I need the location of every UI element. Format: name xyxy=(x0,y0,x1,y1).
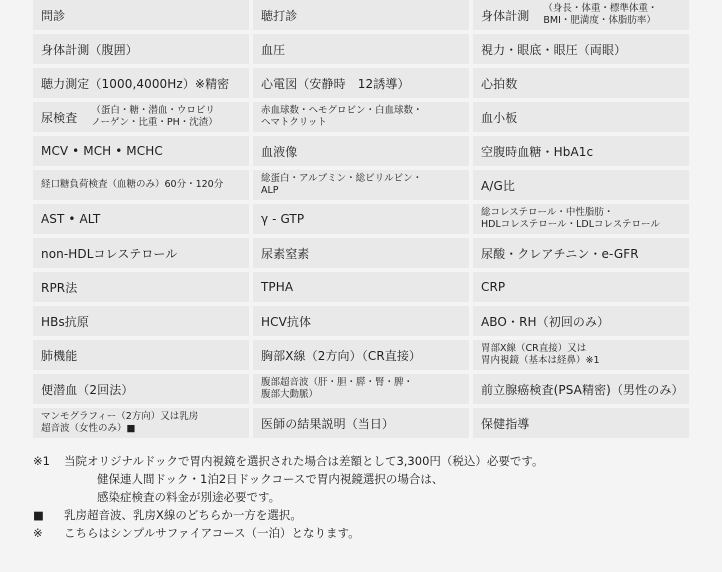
cell-label: マンモグラフィー（2方向）又は乳房 超音波（女性のみ）■ xyxy=(41,411,199,434)
table-cell xyxy=(473,238,689,268)
table-cell xyxy=(253,340,469,370)
cell-label: 尿検査 xyxy=(41,110,78,125)
cell-label: 胃部X線（CR直接）又は 胃内視鏡（基本は経鼻）※1 xyxy=(481,343,600,366)
table-cell xyxy=(473,306,689,336)
footnote-mark: ※ xyxy=(33,526,43,540)
cell-label: 聴力測定（1000,4000Hz）※精密 xyxy=(41,76,230,91)
table-cell xyxy=(473,0,689,30)
table-cell xyxy=(473,170,689,200)
cell-label: HCV抗体 xyxy=(261,314,312,329)
footnote-2 xyxy=(33,506,693,524)
table-cell xyxy=(253,170,469,200)
cell-label: 血液像 xyxy=(261,144,298,159)
cell-label: 聴打診 xyxy=(261,8,298,23)
table-cell xyxy=(253,34,469,64)
footnote-mark: ■ xyxy=(33,508,44,522)
table-cell xyxy=(33,374,249,404)
table-cell xyxy=(253,374,469,404)
table-cell xyxy=(253,306,469,336)
table-cell xyxy=(473,408,689,438)
footnote-1-continuation xyxy=(33,470,693,488)
table-cell xyxy=(253,408,469,438)
table-cell xyxy=(33,204,249,234)
cell-label: 尿酸・クレアチニン・e-GFR xyxy=(481,246,639,261)
cell-label: 前立腺癌検査(PSA精密)（男性のみ） xyxy=(481,382,684,397)
cell-label: 肺機能 xyxy=(41,348,78,363)
table-cell xyxy=(253,68,469,98)
table-cell xyxy=(253,238,469,268)
cell-label: AST • ALT xyxy=(41,212,101,226)
table-cell xyxy=(33,340,249,370)
footnote-text: 当院オリジナルドックで胃内視鏡を選択された場合は差額として3,300円（税込）必要です。 xyxy=(64,454,544,468)
table-cell xyxy=(253,136,469,166)
cell-label: γ - GTP xyxy=(261,212,305,226)
cell-label: 視力・眼底・眼圧（両眼） xyxy=(481,42,627,57)
table-cell xyxy=(473,272,689,302)
footnote-mark: ※1 xyxy=(33,454,50,468)
table-cell xyxy=(253,204,469,234)
cell-label: 身体計測 xyxy=(481,8,530,23)
cell-label: 空腹時血糖・HbA1c xyxy=(481,144,594,159)
cell-label: 胸部X線（2方向）（CR直接） xyxy=(261,348,422,363)
cell-label: 心拍数 xyxy=(481,76,518,91)
cell-label: 医師の結果説明（当日） xyxy=(261,416,395,431)
exam-items-table xyxy=(33,0,689,438)
table-cell xyxy=(473,34,689,64)
table-cell xyxy=(33,68,249,98)
table-cell xyxy=(473,102,689,132)
cell-label: TPHA xyxy=(261,280,294,294)
footnote-text: こちらはシンプルサファイアコース（一泊）となります。 xyxy=(64,526,360,540)
table-cell xyxy=(33,306,249,336)
footnote-text: 感染症検査の料金が別途必要です。 xyxy=(97,490,281,504)
cell-label: MCV • MCH • MCHC xyxy=(41,144,163,158)
table-cell xyxy=(33,34,249,64)
table-cell xyxy=(33,272,249,302)
cell-label: ABO・RH（初回のみ） xyxy=(481,314,610,329)
table-cell xyxy=(473,374,689,404)
table-cell xyxy=(253,0,469,30)
table-cell xyxy=(33,170,249,200)
footnote-text: 乳房超音波、乳房X線のどちらか一方を選択。 xyxy=(64,508,302,522)
cell-label: 腹部超音波（肝・胆・膵・腎・脾・ 腹部大動脈） xyxy=(261,377,414,400)
table-cell xyxy=(33,102,249,132)
footnote-text: 健保連人間ドック・1泊2日ドックコースで胃内視鏡選択の場合は、 xyxy=(97,472,444,486)
cell-label: A/G比 xyxy=(481,178,515,193)
table-cell xyxy=(473,68,689,98)
cell-sublabel: （蛋白・糖・潜血・ウロビリ ノーゲン・比重・PH・沈渣） xyxy=(91,105,218,128)
table-cell xyxy=(253,272,469,302)
footnotes xyxy=(33,452,693,542)
cell-label: 血小板 xyxy=(481,110,518,125)
cell-label: HBs抗原 xyxy=(41,314,90,329)
footnote-1 xyxy=(33,452,693,470)
table-cell xyxy=(33,408,249,438)
cell-label: 尿素窒素 xyxy=(261,246,310,261)
cell-label: 総蛋白・アルブミン・総ビリルビン・ ALP xyxy=(261,173,423,196)
table-cell xyxy=(33,136,249,166)
cell-label: 問診 xyxy=(41,8,66,23)
cell-label: 心電図（安静時 12誘導） xyxy=(261,76,410,91)
footnote-3 xyxy=(33,524,693,542)
table-cell xyxy=(253,102,469,132)
footnote-1-continuation xyxy=(33,488,693,506)
table-cell xyxy=(473,340,689,370)
cell-label: CRP xyxy=(481,280,506,294)
cell-label: 便潜血（2回法） xyxy=(41,382,134,397)
cell-sublabel: （身長・体重・標準体重・ BMI・肥満度・体脂肪率） xyxy=(543,3,658,26)
cell-label: 経口糖負荷検査（血糖のみ）60分・120分 xyxy=(41,179,224,190)
cell-label: 血圧 xyxy=(261,42,286,57)
cell-label: 保健指導 xyxy=(481,416,530,431)
cell-label: 赤血球数・ヘモグロビン・白血球数・ ヘマトクリット xyxy=(261,105,423,128)
cell-label: RPR法 xyxy=(41,280,78,295)
table-cell xyxy=(33,0,249,30)
table-cell xyxy=(33,238,249,268)
table-cell xyxy=(473,204,689,234)
cell-label: 身体計測（腹囲） xyxy=(41,42,138,57)
cell-label: 総コレステロール・中性脂肪・ HDLコレステロール・LDLコレステロール xyxy=(481,207,660,230)
table-cell xyxy=(473,136,689,166)
cell-label: non-HDLコレステロール xyxy=(41,246,178,261)
